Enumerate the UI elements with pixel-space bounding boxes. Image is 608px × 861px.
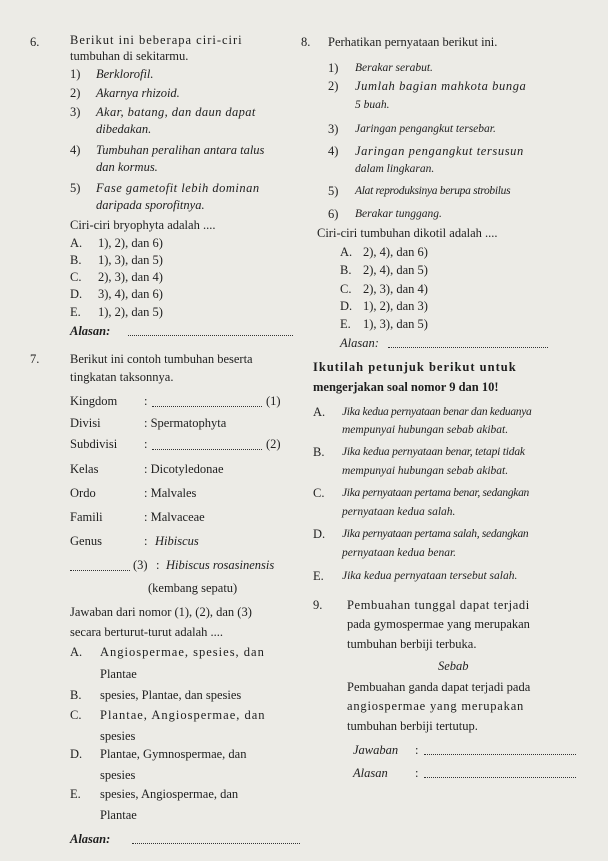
option-label[interactable]: E. <box>340 317 351 331</box>
rule-label: B. <box>313 445 325 459</box>
option-text[interactable]: 1), 2), dan 5) <box>98 305 163 319</box>
item-text: Jaringan pengangkut tersusun <box>355 144 524 158</box>
question-stem-cont: tumbuhan di sekitarmu. <box>70 49 189 63</box>
option-label[interactable]: E. <box>70 305 81 319</box>
statement-text: Pembuahan tunggal dapat terjadi <box>347 598 530 612</box>
question-stem: Berikut ini contoh tumbuhan beserta <box>70 352 253 366</box>
item-text-cont: dalam lingkaran. <box>355 163 435 175</box>
item-text: Berakar tunggang. <box>355 208 442 220</box>
rank-value: : <box>144 437 148 451</box>
question-stem: Perhatikan pernyataan berikut ini. <box>328 35 498 49</box>
statement-text-cont: pada gymospermae yang merupakan <box>347 617 530 631</box>
item-text-cont: dan kormus. <box>96 160 158 174</box>
blank-mark: (3) <box>133 558 148 572</box>
answer-line[interactable] <box>128 335 293 336</box>
answer-line[interactable] <box>388 347 548 348</box>
rank-value: : Malvaceae <box>144 510 205 524</box>
option-text-cont[interactable]: Plantae <box>100 667 137 681</box>
item-number: 5) <box>328 184 339 198</box>
item-text: Berakar serabut. <box>355 62 433 74</box>
item-number: 1) <box>70 67 81 81</box>
jawaban-label: Jawaban <box>353 743 399 757</box>
option-text[interactable]: Plantae, Angiospermae, dan <box>100 708 266 722</box>
jawaban-line[interactable] <box>424 754 576 755</box>
option-text[interactable]: 2), 4), dan 5) <box>363 263 428 277</box>
option-label[interactable]: D. <box>70 747 83 761</box>
item-number: 6) <box>328 207 339 221</box>
question-prompt: Jawaban dari nomor (1), (2), dan (3) <box>70 605 252 619</box>
rank-divisi: Divisi <box>70 416 101 430</box>
answer-label: Alasan: <box>70 832 111 846</box>
option-text[interactable]: 3), 4), dan 6) <box>98 287 163 301</box>
rank-genus: Genus <box>70 534 102 548</box>
rank-value: : Dicotyledonae <box>144 462 224 476</box>
rule-text-cont: pernyataan kedua salah. <box>342 506 456 518</box>
rank-famili: Famili <box>70 510 103 524</box>
species-name: Hibiscus rosasinensis <box>166 558 275 572</box>
instructions-title: Ikutilah petunjuk berikut untuk <box>313 360 517 374</box>
reason-text: Pembuahan ganda dapat terjadi pada <box>347 680 531 694</box>
reason-text-cont: tumbuhan berbiji tertutup. <box>347 719 478 733</box>
alasan-line[interactable] <box>424 777 576 778</box>
answer-line[interactable] <box>132 843 300 844</box>
rule-text: Jika kedua pernyataan benar dan keduanya <box>342 406 532 418</box>
common-name: (kembang sepatu) <box>148 581 238 595</box>
option-label[interactable]: B. <box>70 253 82 267</box>
option-text[interactable]: 1), 3), dan 5) <box>363 317 428 331</box>
item-text: Berklorofil. <box>96 67 154 81</box>
item-number: 4) <box>328 144 339 158</box>
item-number: 4) <box>70 143 81 157</box>
question-stem: Berikut ini beberapa ciri-ciri <box>70 33 243 47</box>
option-text[interactable]: Angiospermae, spesies, dan <box>100 645 265 659</box>
option-text[interactable]: 2), 3), dan 4) <box>363 282 428 296</box>
rule-text: Jika pernyataan pertama salah, sedangkan <box>342 528 529 540</box>
rank-value: : <box>144 534 148 548</box>
answer-label: Alasan: <box>70 324 111 338</box>
question-prompt: Ciri-ciri tumbuhan dikotil adalah .... <box>317 226 498 240</box>
item-text: Akarnya rhizoid. <box>96 86 180 100</box>
rule-label: D. <box>313 527 326 541</box>
option-label[interactable]: C. <box>70 270 82 284</box>
question-number: 8. <box>301 35 311 49</box>
species-colon: : <box>156 558 160 572</box>
item-text: Jaringan pengangkut tersebar. <box>355 123 496 135</box>
rank-value: : Malvales <box>144 486 197 500</box>
item-number: 3) <box>328 122 339 136</box>
item-number: 2) <box>328 79 339 93</box>
question-prompt-cont: secara berturut-turut adalah .... <box>70 625 224 639</box>
question-number: 6. <box>30 35 40 49</box>
blank-mark: (2) <box>266 437 281 451</box>
option-label[interactable]: D. <box>70 287 83 301</box>
blank-3[interactable] <box>70 570 130 571</box>
item-text: Jumlah bagian mahkota bunga <box>355 79 527 93</box>
option-text-cont[interactable]: spesies <box>100 768 136 782</box>
item-number: 1) <box>328 61 339 75</box>
instructions-title-cont: mengerjakan soal nomor 9 dan 10! <box>313 380 499 394</box>
rule-label: A. <box>313 405 326 419</box>
item-text: Akar, batang, dan daun dapat <box>96 105 256 119</box>
item-number: 3) <box>70 105 81 119</box>
rule-text: Jika pernyataan pertama benar, sedangkan <box>342 487 529 499</box>
option-text[interactable]: 1), 3), dan 5) <box>98 253 163 267</box>
option-label[interactable]: C. <box>340 282 352 296</box>
item-text: Fase gametofit lebih dominan <box>96 181 260 195</box>
alasan-label: Alasan <box>353 766 388 780</box>
option-text[interactable]: 1), 2), dan 6) <box>98 236 163 250</box>
rank-value: : Spermatophyta <box>144 416 227 430</box>
rule-text-cont: mempunyai hubungan sebab akibat. <box>342 465 509 477</box>
option-text[interactable]: 2), 4), dan 6) <box>363 245 428 259</box>
item-text: Tumbuhan peralihan antara talus <box>96 143 265 157</box>
option-text-cont[interactable]: spesies <box>100 729 136 743</box>
item-text-cont: dibedakan. <box>96 122 152 136</box>
rule-label: C. <box>313 486 325 500</box>
option-text-cont[interactable]: Plantae <box>100 808 137 822</box>
option-text[interactable]: 2), 3), dan 4) <box>98 270 163 284</box>
rank-kingdom: Kingdom <box>70 394 118 408</box>
item-text: Alat reproduksinya berupa strobilus <box>355 185 511 197</box>
rule-text-cont: mempunyai hubungan sebab akibat. <box>342 424 509 436</box>
rule-label: E. <box>313 569 324 583</box>
blank-1[interactable] <box>152 406 262 407</box>
question-number: 9. <box>313 598 323 612</box>
option-text[interactable]: 1), 2), dan 3) <box>363 299 428 313</box>
rank-value: : <box>144 394 148 408</box>
question-number: 7. <box>30 352 40 366</box>
option-label[interactable]: A. <box>70 236 83 250</box>
option-text[interactable]: spesies, Plantae, dan spesies <box>100 688 242 702</box>
rank-kelas: Kelas <box>70 462 99 476</box>
reason-text-cont: angiospermae yang merupakan <box>347 699 525 713</box>
option-label[interactable]: E. <box>70 787 81 801</box>
item-number: 2) <box>70 86 81 100</box>
jawaban-colon: : <box>415 743 419 757</box>
rule-text: Jika kedua pernyataan tersebut salah. <box>342 570 518 582</box>
option-label[interactable]: A. <box>340 245 353 259</box>
question-prompt: Ciri-ciri bryophyta adalah .... <box>70 218 216 232</box>
blank-2[interactable] <box>152 449 262 450</box>
option-text[interactable]: Plantae, Gymnospermae, dan <box>100 747 247 761</box>
rule-text-cont: pernyataan kedua benar. <box>342 547 457 559</box>
item-text-cont: daripada sporofitnya. <box>96 198 205 212</box>
alasan-colon: : <box>415 766 419 780</box>
question-stem-cont: tingkatan taksonnya. <box>70 370 174 384</box>
genus-name: Hibiscus <box>155 534 199 548</box>
blank-mark: (1) <box>266 394 281 408</box>
option-label[interactable]: D. <box>340 299 353 313</box>
item-number: 5) <box>70 181 81 195</box>
rank-ordo: Ordo <box>70 486 96 500</box>
statement-text-cont: tumbuhan berbiji terbuka. <box>347 637 477 651</box>
option-label[interactable]: C. <box>70 708 82 722</box>
item-text-cont: 5 buah. <box>355 99 390 111</box>
option-label[interactable]: A. <box>70 645 83 659</box>
option-label[interactable]: B. <box>70 688 82 702</box>
answer-label: Alasan: <box>340 336 379 350</box>
sebab-label: Sebab <box>438 659 469 673</box>
option-label[interactable]: B. <box>340 263 352 277</box>
rank-subdivisi: Subdivisi <box>70 437 118 451</box>
option-text[interactable]: spesies, Angiospermae, dan <box>100 787 239 801</box>
rule-text: Jika kedua pernyataan benar, tetapi tidak <box>342 446 525 458</box>
